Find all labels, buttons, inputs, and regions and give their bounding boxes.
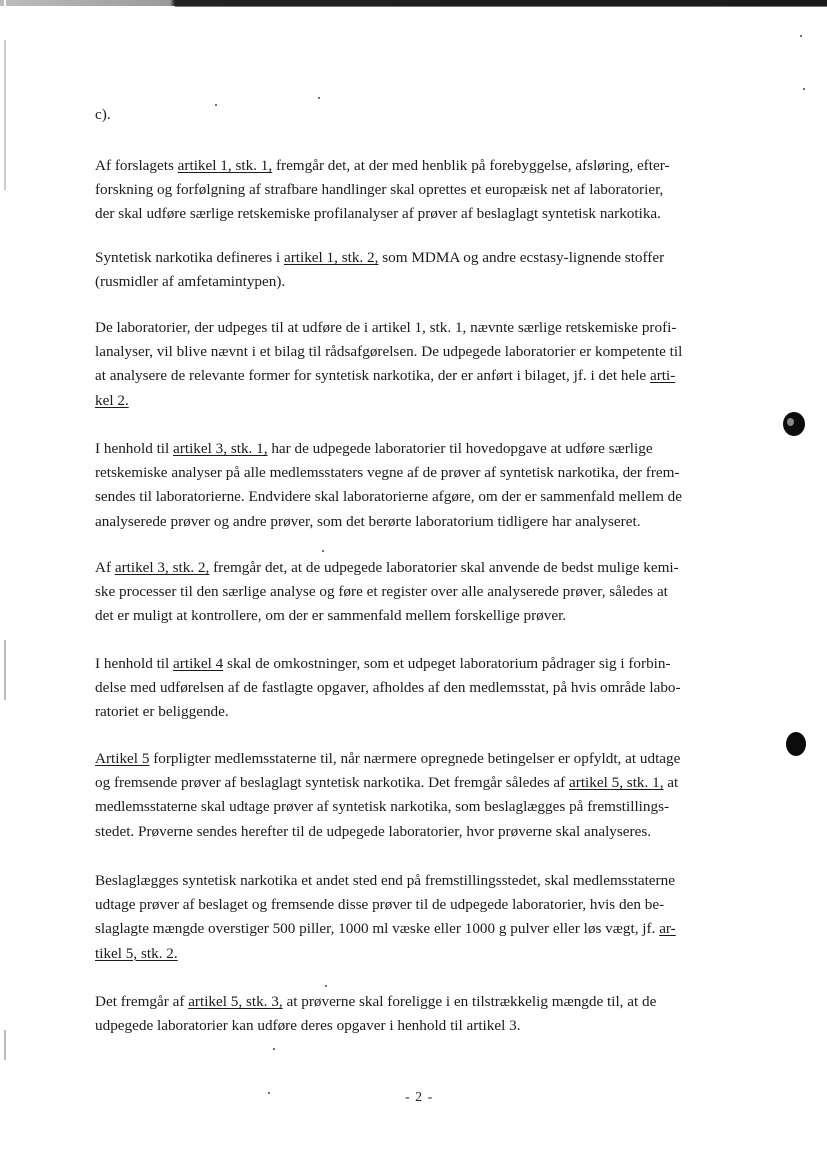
text-run: Af forslagets: [95, 157, 178, 174]
scan-speck: [322, 550, 324, 552]
text-line: [95, 917, 745, 941]
article-reference: artikel 1, stk. 2,: [283, 249, 379, 266]
text-run: fremgår det, at de udpegede laboratorier skal anvende de bedst mulige kemi-: [209, 559, 679, 576]
text-run: har de udpegede laboratorier til hovedopgave at udføre særlige: [267, 440, 653, 457]
article-reference: artikel 5, stk. 3,: [188, 993, 283, 1010]
text-run: Det fremgår af: [95, 993, 189, 1010]
paragraph: [95, 246, 745, 294]
article-reference: artikel 3, stk. 1,: [173, 440, 268, 457]
text-line: [95, 676, 745, 700]
text-line: [95, 316, 745, 340]
text-line: [95, 580, 745, 604]
text-run: slaglagte mængde overstiger 500 piller, 1000 ml væske eller 1000 g pulver eller løs vægt, jf.: [95, 920, 660, 938]
article-reference: artikel 3, stk. 2,: [114, 559, 210, 576]
text-run: I henhold til: [95, 440, 174, 457]
text-run: det er muligt at kontrollere, om der er sammenfald mellem forskellige prøver.: [95, 607, 567, 625]
text-run: I henhold til: [95, 655, 174, 672]
article-reference: artikel 5, stk. 1,: [569, 774, 664, 792]
text-run: (rusmidler af amfetamintypen).: [95, 273, 286, 291]
scan-top-border-line: [175, 6, 827, 7]
text-run: stedet. Prøverne sendes herefter til de udpegede laboratorier, hvor prøverne skal analyseres.: [95, 822, 652, 840]
scan-speck: [800, 35, 802, 37]
text-run: forpligter medlemsstaterne til, når nærmere opregnede betingelser er opfyldt, at udtage: [149, 750, 681, 767]
scan-left-edge: [4, 0, 6, 1163]
text-line: [95, 604, 745, 628]
text-line: [95, 771, 745, 795]
text-run: Beslaglægges syntetisk narkotika et andet sted end på fremstillingsstedet, skal medlemsstaterne: [95, 872, 675, 889]
paragraph: [95, 869, 745, 966]
text-run: Af: [95, 559, 115, 576]
text-line: [95, 990, 745, 1014]
text-line: [95, 556, 745, 580]
text-line: [95, 340, 745, 364]
paragraph: [95, 316, 745, 413]
text-run: som MDMA og andre ecstasy-lignende stoffer: [378, 249, 665, 266]
text-line: [95, 485, 745, 509]
text-run: lanalyser, vil blive nævnt i et bilag til rådsafgørelsen. De udpegede laboratorier er kompetente til: [95, 343, 683, 361]
paragraph: [95, 652, 745, 725]
article-reference: artikel 4: [173, 655, 224, 672]
text-run: at analysere de relevante former for syntetisk narkotika, der er anført i bilaget, jf. i det hele: [95, 367, 650, 385]
paragraph: [95, 154, 745, 227]
article-reference: Artikel 5: [95, 750, 150, 767]
article-reference: arti-: [649, 367, 676, 385]
scan-speck: [325, 985, 327, 987]
paragraph: [95, 556, 745, 629]
text-run: at: [663, 774, 679, 792]
text-run: ske processer til den særlige analyse og føre et register over alle analyserede prøver, således at: [95, 583, 668, 601]
paragraph: [95, 437, 745, 534]
paragraph: [95, 990, 745, 1038]
text-line: [95, 795, 745, 819]
section-heading: c).: [95, 106, 111, 123]
text-line: [95, 154, 745, 178]
page-number: - 2 -: [405, 1090, 434, 1105]
text-run: sendes til laboratorierne. Endvidere skal laboratorierne afgøre, om der er sammenfald mellem de: [95, 488, 683, 506]
text-run: analyserede prøver og andre prøver, som det berørte laboratorium tidligere har analyseret.: [95, 512, 641, 530]
text-run: udpegede laboratorier kan udføre deres opgaver i henhold til artikel 3.: [95, 1017, 521, 1035]
text-run: at prøverne skal foreligge i en tilstrækkelig mængde til, at de: [282, 993, 657, 1010]
text-run: retskemiske analyser på alle medlemsstaters vegne af de prøver af syntetisk narkotika, der frem-: [95, 464, 680, 482]
text-line: [95, 178, 745, 202]
text-line: [95, 461, 745, 485]
text-run: og fremsende prøver af beslaglagt syntetisk narkotika. Det fremgår således af: [95, 774, 570, 792]
text-line: [95, 1014, 745, 1038]
text-run: De laboratorier, der udpeges til at udføre de i artikel 1, stk. 1, nævnte særlige retskemiske profi-: [95, 319, 677, 336]
article-reference: ar-: [659, 920, 676, 938]
text-line: [95, 202, 745, 226]
article-reference: artikel 1, stk. 1,: [177, 157, 273, 174]
article-reference: kel 2.: [95, 391, 129, 409]
text-line: [95, 270, 745, 294]
scan-speck: [803, 88, 805, 90]
text-line: [95, 942, 745, 966]
text-run: Syntetisk narkotika defineres i: [95, 249, 284, 266]
text-line: [95, 869, 745, 893]
text-line: [95, 700, 745, 724]
text-line: [95, 246, 745, 270]
text-run: skal de omkostninger, som et udpeget laboratorium pådrager sig i forbin-: [223, 655, 671, 672]
text-line: [95, 389, 745, 413]
scan-speck: [318, 97, 320, 99]
text-run: udtage prøver af beslaget og fremsende disse prøver til de udpegede laboratorier, hvis den be-: [95, 896, 665, 914]
article-reference: tikel 5, stk. 2.: [95, 944, 178, 962]
text-line: [95, 820, 745, 844]
text-line: [95, 893, 745, 917]
text-line: [95, 747, 745, 771]
paragraph: [95, 747, 745, 844]
text-run: forskning og forfølgning af strafbare handlinger skal oprettes et europæisk net af laboratorier,: [95, 181, 664, 199]
text-line: [95, 437, 745, 461]
scan-speck: [268, 1092, 270, 1094]
punch-hole-upper: [783, 412, 805, 436]
text-run: medlemsstaterne skal udtage prøver af syntetisk narkotika, som beslaglægges på fremstillings-: [95, 798, 670, 816]
text-run: fremgår det, at der med henblik på forebyggelse, afsløring, efter-: [272, 157, 670, 174]
text-line: [95, 364, 745, 388]
text-run: der skal udføre særlige retskemiske profilanalyser af prøver af beslaglagt syntetisk narkotika.: [95, 205, 661, 223]
text-line: [95, 510, 745, 534]
scan-speck: [273, 1048, 275, 1050]
punch-hole-lower: [786, 732, 806, 756]
text-run: ratoriet er beliggende.: [95, 703, 229, 721]
text-line: [95, 652, 745, 676]
text-run: delse med udførelsen af de fastlagte opgaver, afholdes af den medlemsstat, på hvis område labo-: [95, 679, 681, 697]
